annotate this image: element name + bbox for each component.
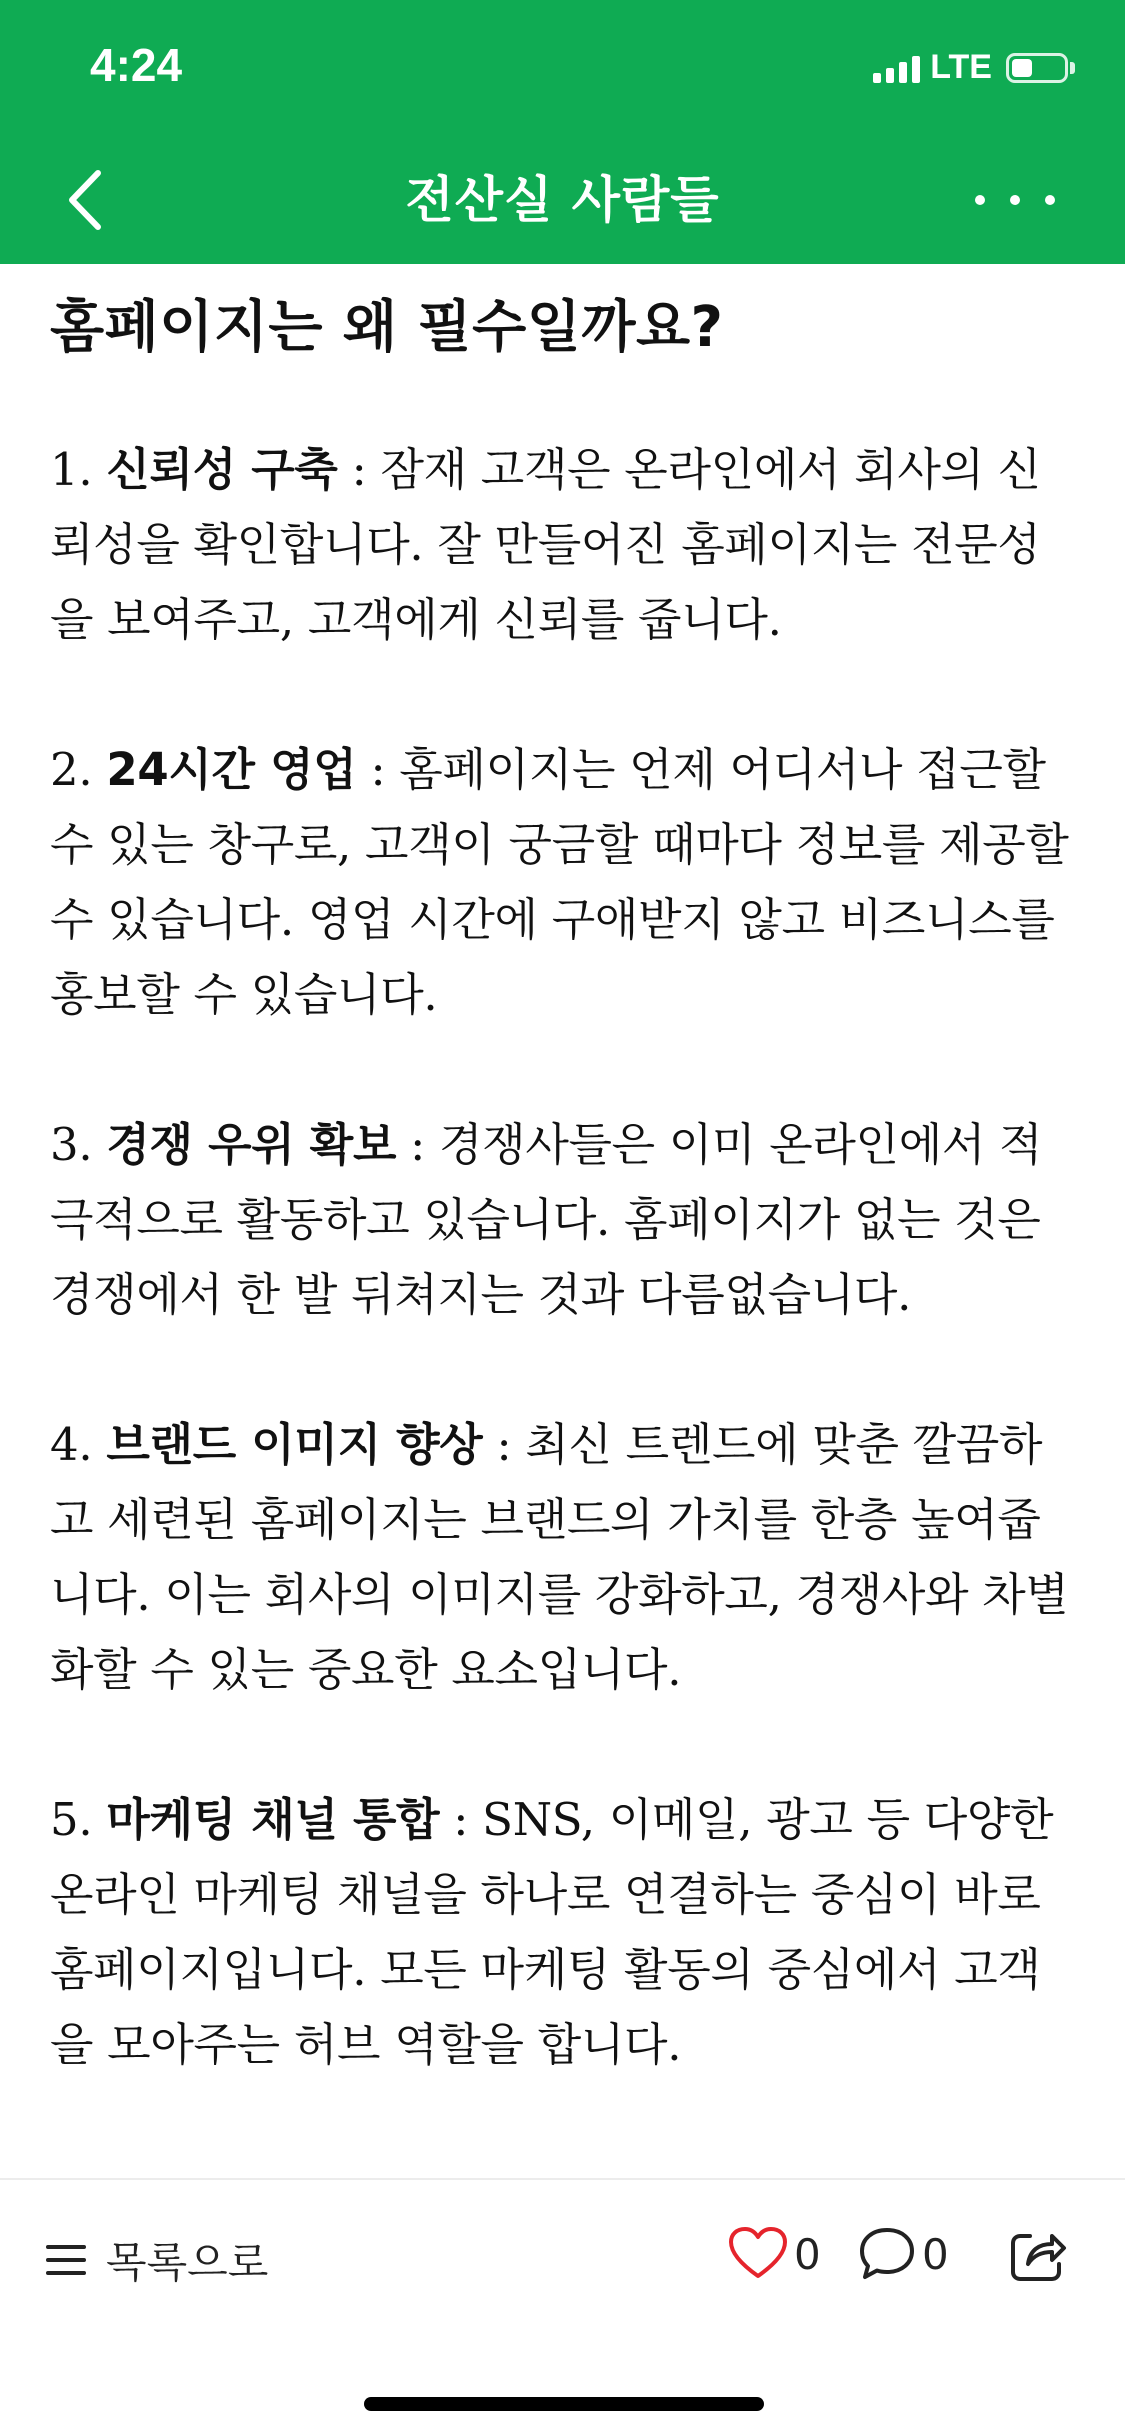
post-item	[50, 732, 1080, 1032]
share-icon	[1008, 2224, 1068, 2284]
item-title: 마케팅 채널 통합	[106, 1793, 440, 1846]
item-number: 1.	[50, 443, 93, 496]
post-content	[50, 288, 1080, 2157]
signal-icon	[873, 53, 920, 83]
item-title: 신뢰성 구축	[106, 443, 338, 496]
more-button[interactable]	[960, 180, 1070, 220]
item-title: 브랜드 이미지 향상	[106, 1418, 483, 1471]
share-button[interactable]	[1008, 2224, 1068, 2288]
post-heading: 홈페이지는 왜 필수일까요?	[50, 295, 724, 360]
item-number: 5.	[50, 1793, 93, 1846]
page-title: 전산실 사람들	[405, 171, 720, 229]
post-item	[50, 1407, 1080, 1707]
post-item-list	[50, 432, 1080, 2082]
status-time: 4:24	[90, 39, 183, 91]
comment-count: 0	[922, 2229, 949, 2279]
post-item	[50, 432, 1080, 657]
comment-button[interactable]	[858, 2226, 949, 2282]
battery-icon	[1006, 53, 1068, 83]
bottom-toolbar	[0, 2180, 1125, 2330]
network-label: LTE	[930, 48, 992, 86]
heart-icon	[728, 2226, 788, 2282]
back-to-list-button[interactable]	[46, 2230, 268, 2290]
app-header	[0, 0, 1125, 264]
item-body: : 최신 트렌드에 맞춘 깔끔하고 세련된 홈페이지는 브랜드의 가치를 한층 높여줍니다. 이는 회사의 이미지를 강화하고, 경쟁사와 차별화할 수 있는 중요한 요소입니다.	[50, 1418, 1069, 1696]
post-item	[50, 1782, 1080, 2082]
list-menu-icon	[46, 2242, 86, 2278]
item-body: : 잠재 고객은 온라인에서 회사의 신뢰성을 확인합니다. 잘 만들어진 홈페이지는 전문성을 보여주고, 고객에게 신뢰를 줍니다.	[50, 443, 1041, 646]
comment-bubble-icon	[858, 2226, 916, 2282]
back-to-list-label: 목록으로	[106, 2238, 269, 2287]
battery-tip	[1070, 62, 1075, 74]
item-body: : 경쟁사들은 이미 온라인에서 적극적으로 활동하고 있습니다. 홈페이지가 없는 것은 경쟁에서 한 발 뒤쳐지는 것과 다름없습니다.	[50, 1118, 1043, 1321]
like-button[interactable]	[728, 2226, 821, 2282]
post-item	[50, 1107, 1080, 1332]
item-body: : SNS, 이메일, 광고 등 다양한 온라인 마케팅 채널을 하나로 연결하는 중심이 바로 홈페이지입니다. 모든 마케팅 활동의 중심에서 고객을 모아주는 허브 역할을 합니다.	[50, 1793, 1054, 2071]
more-dots-icon	[960, 180, 1070, 220]
status-indicators	[873, 48, 1075, 87]
item-title: 24시간 영업	[106, 743, 357, 796]
item-number: 2.	[50, 743, 93, 796]
item-body: : 홈페이지는 언제 어디서나 접근할 수 있는 창구로, 고객이 궁금할 때마다 정보를 제공할 수 있습니다. 영업 시간에 구애받지 않고 비즈니스를 홍보할 수 있습니다.	[50, 743, 1069, 1021]
item-number: 4.	[50, 1418, 93, 1471]
like-count: 0	[794, 2229, 821, 2279]
item-number: 3.	[50, 1118, 93, 1171]
item-title: 경쟁 우위 확보	[106, 1118, 397, 1171]
home-indicator[interactable]	[364, 2397, 764, 2411]
